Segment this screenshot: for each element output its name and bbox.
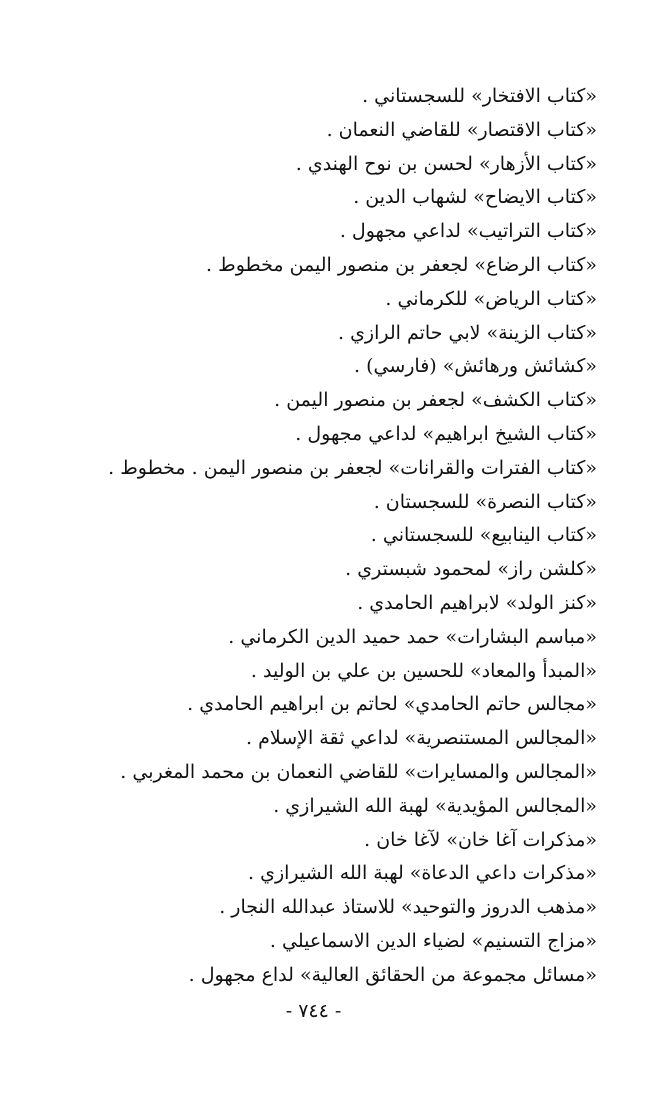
bibliography-entry: «المجالس والمسايرات» للقاضي النعمان بن محمد المغربي . (120, 760, 597, 783)
bibliography-entry: «مذكرات آغا خان» لآغا خان . (364, 828, 597, 851)
bibliography-entry: «كتاب الرضاع» لجعفر بن منصور اليمن مخطوط . (206, 253, 597, 276)
bibliography-entry: «مسائل مجموعة من الحقائق العالية» لداع مجهول . (188, 963, 597, 986)
bibliography-entry: «كتاب الأزهار» لحسن بن نوح الهندي . (295, 152, 597, 175)
bibliography-entry: «مذهب الدروز والتوحيد» للاستاذ عبدالله النجار . (219, 896, 597, 919)
bibliography-entry: «كلشن راز» لمحمود شبستري . (345, 558, 597, 581)
bibliography-list (57, 80, 597, 993)
bibliography-entry: «كتاب الاقتصار» للقاضي النعمان . (326, 118, 597, 141)
bibliography-entry: «كتاب الزينة» لابي حاتم الرازي . (337, 321, 597, 344)
bibliography-entry: «مباسم البشارات» حمد حميد الدين الكرماني . (228, 625, 597, 648)
bibliography-entry: «كتاب الكشف» لجعفر بن منصور اليمن . (274, 389, 597, 412)
bibliography-entry: «كتاب الايضاح» لشهاب الدين . (353, 186, 597, 209)
bibliography-entry: «مجالس حاتم الحامدي» لحاتم بن ابراهيم الحامدي . (187, 693, 597, 716)
bibliography-entry: «المجالس المستنصرية» لداعي ثقة الإسلام . (246, 727, 597, 750)
page-number: - ٧٤٤ - (285, 1000, 342, 1022)
bibliography-entry: «كتاب الشيخ ابراهيم» لداعي مجهول . (295, 422, 597, 445)
bibliography-entry: «كتاب الرياض» للكرماني . (385, 287, 597, 310)
bibliography-entry: «كتاب الافتخار» للسجستاني . (362, 85, 597, 107)
bibliography-entry: «كتاب التراتيب» لداعي مجهول . (339, 220, 597, 243)
bibliography-entry: «كشائش ورهائش» (فارسي) . (353, 355, 597, 378)
bibliography-entry: «مزاج التسنيم» لضياء الدين الاسماعيلي . (269, 929, 597, 952)
bibliography-entry: «المبدأ والمعاد» للحسين بن علي بن الوليد . (250, 659, 597, 682)
bibliography-entry: «مذكرات داعي الدعاة» لهبة الله الشيرازي . (248, 862, 597, 885)
bibliography-entry: «كنز الولد» لابراهيم الحامدي . (357, 591, 597, 614)
bibliography-entry: «المجالس المؤيدية» لهبة الله الشيرازي . (273, 794, 597, 817)
bibliography-entry: «كتاب النصرة» للسجستان . (373, 490, 597, 513)
bibliography-entry: «كتاب الينابيع» للسجستاني . (370, 524, 597, 547)
bibliography-entry: «كتاب الفترات والقرانات» لجعفر بن منصور اليمن . مخطوط . (108, 456, 597, 479)
